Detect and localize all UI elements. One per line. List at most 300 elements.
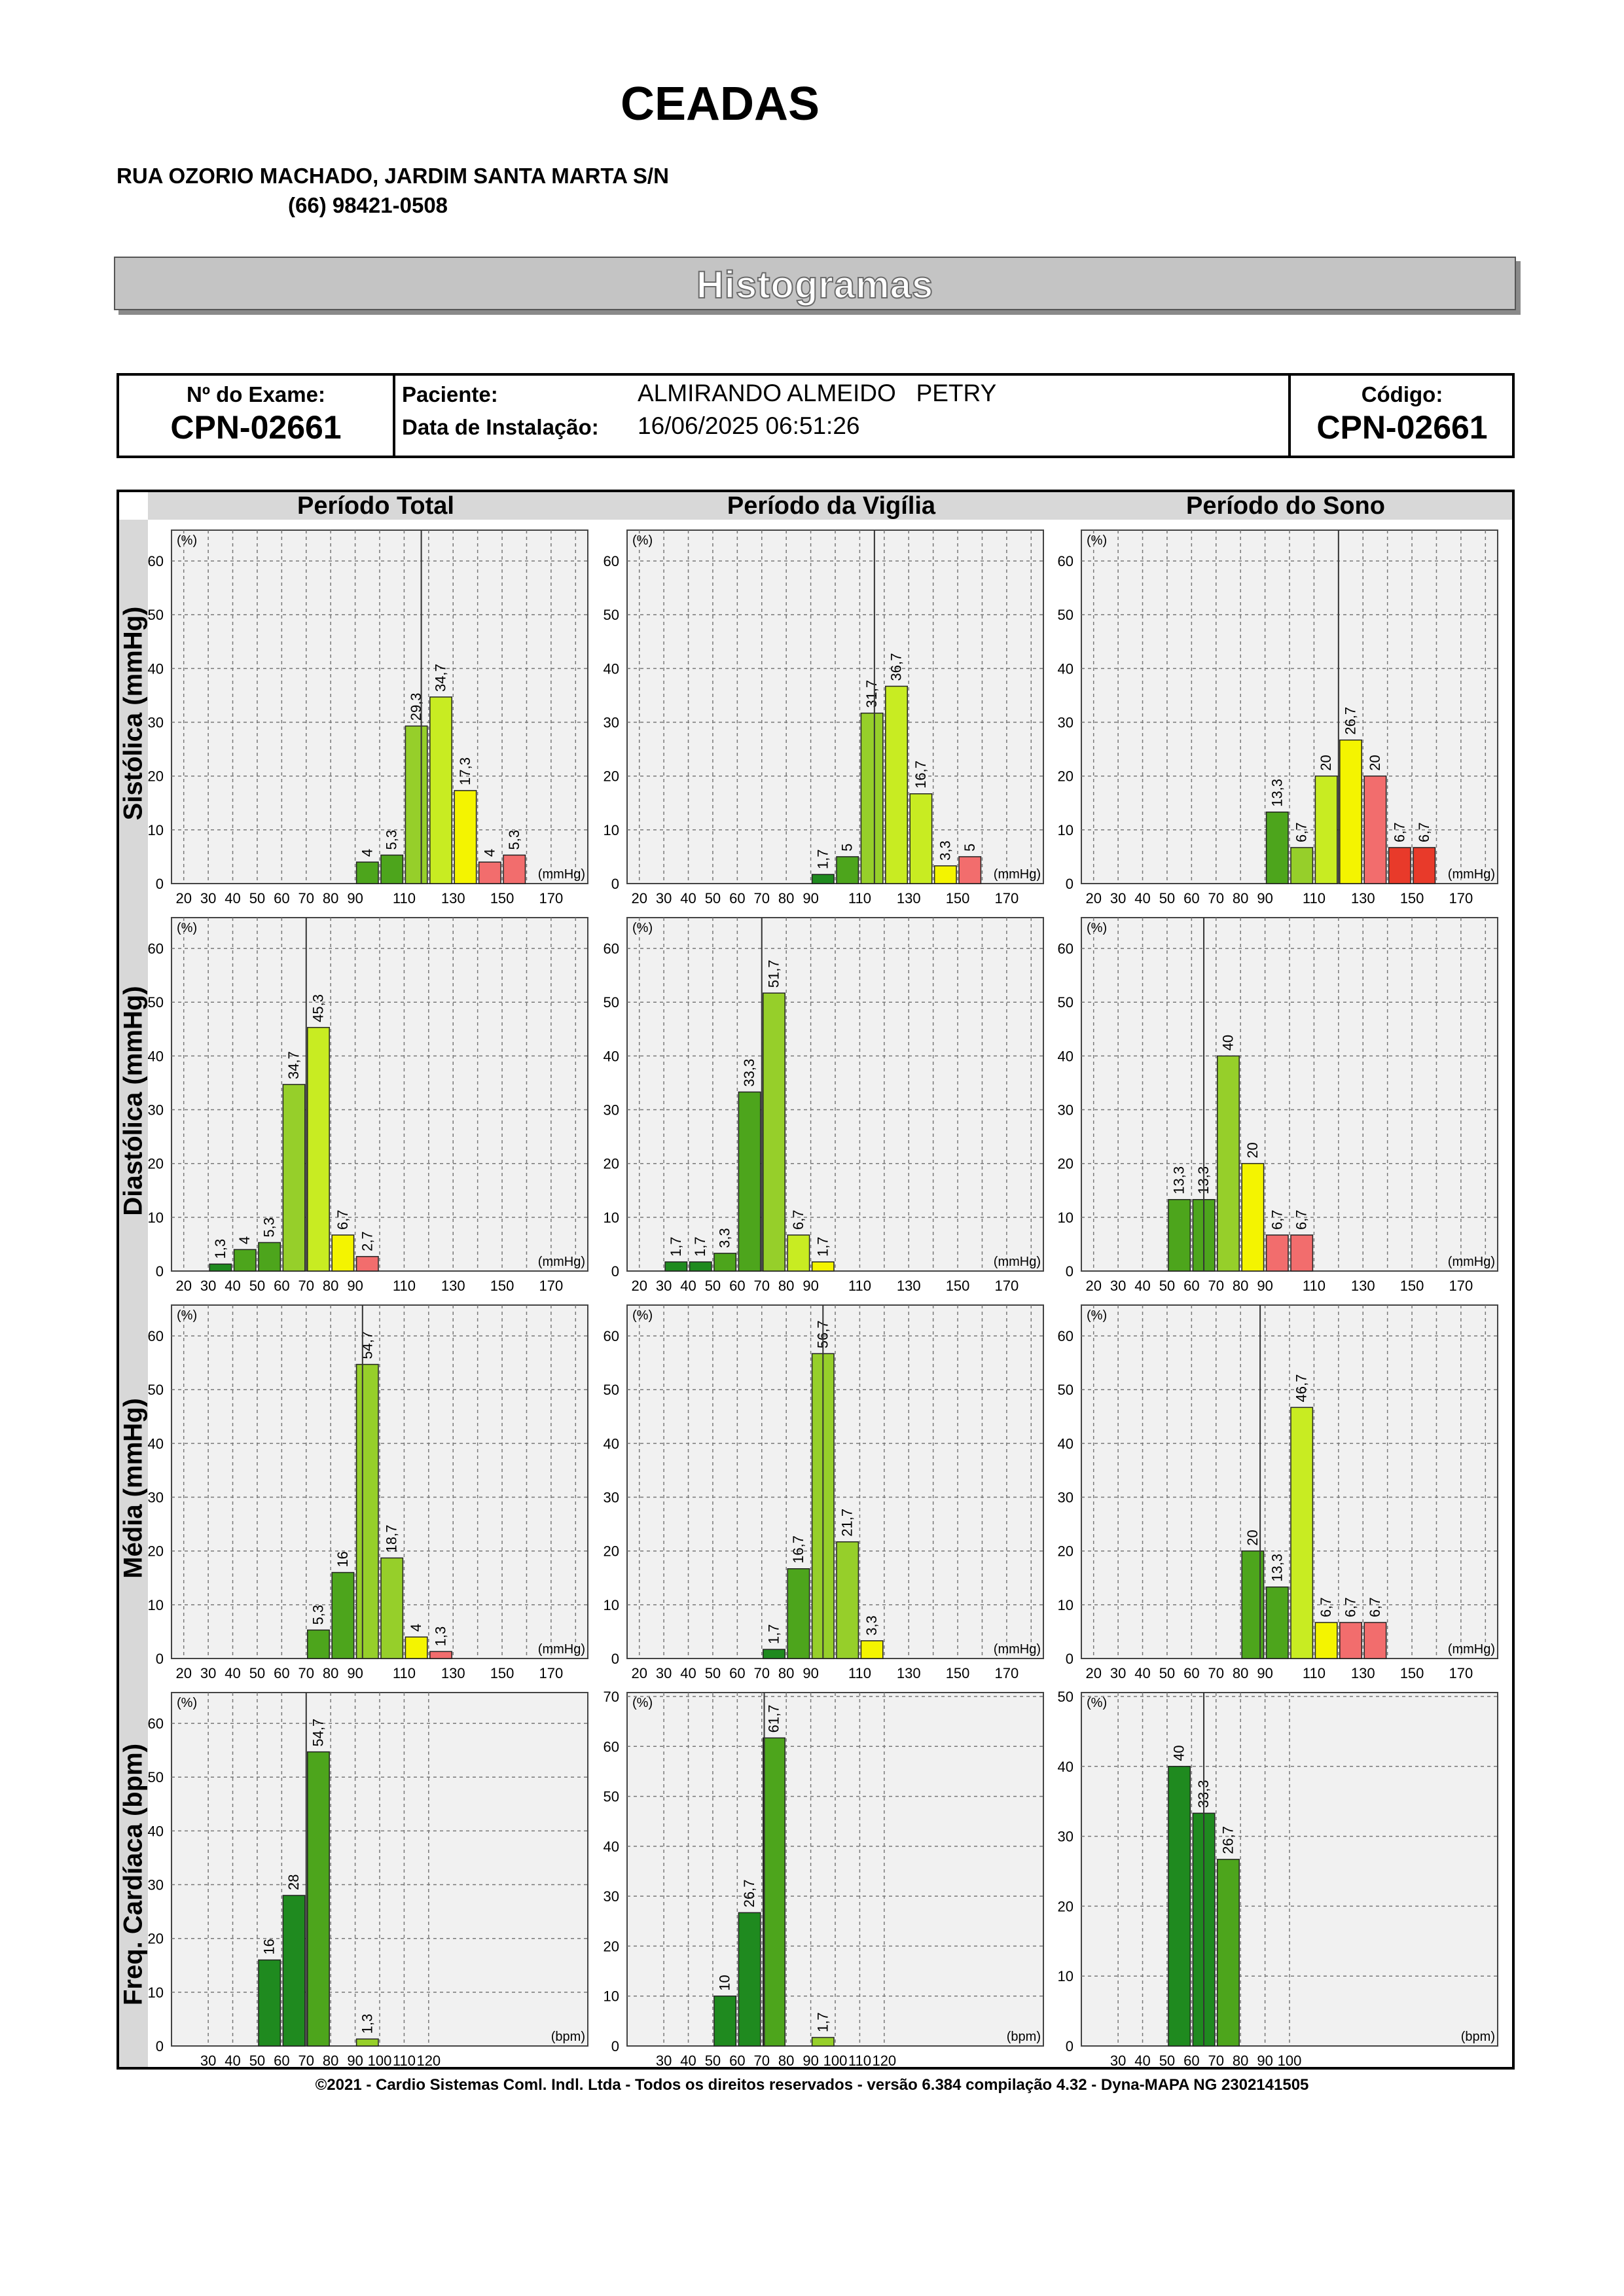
x-tick-label: 30 [655,2053,672,2069]
x-tick-label: 60 [729,2053,746,2069]
exam-number: CPN-02661 [170,409,342,446]
x-tick-label: 80 [778,1665,795,1681]
bar-value-label: 54,7 [310,1718,327,1747]
y-tick-label: 10 [147,821,164,838]
histogram-bar [308,1028,329,1271]
x-tick-label: 90 [347,890,363,906]
y-tick-label: 20 [603,1938,619,1955]
x-tick-label: 130 [1350,1278,1375,1294]
bar-value-label: 28 [285,1874,302,1890]
bar-value-label: 3,3 [863,1615,880,1636]
footer-copyright: ©2021 - Cardio Sistemas Coml. Indl. Ltda - Todos os direitos reservados - versão 6.384 compilação 4.32 - Dyna-MAPA NG 2302141505 [315,2076,1309,2094]
bar-value-label: 31,7 [863,679,880,708]
histogram-bar [430,697,452,884]
y-tick-label: 60 [147,941,164,958]
bar-value-label: 1,7 [814,849,831,870]
histogram-bar [1168,1767,1190,2046]
x-tick-label: 60 [274,2053,290,2069]
histogram-media-total [132,1299,594,1683]
y-tick-label: 0 [155,1651,164,1667]
x-unit-label: (bpm) [1006,2030,1041,2044]
histogram-diastolica-sono [1042,911,1504,1296]
x-tick-label: 20 [1085,1278,1102,1294]
bar-value-label: 4 [408,1623,425,1632]
histogram-media-sono [1042,1299,1504,1683]
bar-value-label: 54,7 [359,1331,376,1359]
y-tick-label: 20 [1057,1155,1074,1172]
x-tick-label: 70 [298,890,315,906]
y-tick-label: 10 [1057,1596,1074,1613]
y-tick-label: 10 [603,1988,619,2005]
x-tick-label: 110 [1302,1665,1326,1681]
x-tick-label: 80 [778,890,795,906]
x-unit-label: (mmHg) [537,1255,585,1269]
bar-value-label: 40 [1170,1745,1187,1761]
x-tick-label: 150 [945,890,970,906]
x-tick-label: 70 [753,890,770,906]
bar-value-label: 10 [716,1975,733,1991]
y-tick-label: 50 [1057,607,1074,624]
y-tick-label: 0 [611,1651,619,1667]
histogram-bar [787,1235,809,1271]
bar-value-label: 5,3 [261,1217,278,1238]
x-tick-label: 80 [1232,890,1249,906]
x-tick-label: 30 [200,1665,217,1681]
bar-value-label: 56,7 [814,1320,831,1349]
x-tick-label: 150 [1399,1278,1424,1294]
x-tick-label: 100 [823,2053,848,2069]
x-tick-label: 60 [729,1278,746,1294]
x-tick-label: 70 [1208,890,1225,906]
x-tick-label: 20 [1085,1665,1102,1681]
y-tick-label: 50 [603,1788,619,1805]
x-tick-label: 40 [680,890,696,906]
x-tick-label: 40 [225,2053,241,2069]
x-tick-label: 80 [778,2053,795,2069]
x-tick-label: 50 [1159,890,1176,906]
y-tick-label: 50 [603,607,619,624]
x-tick-label: 30 [1110,1665,1127,1681]
y-tick-label: 50 [147,1769,164,1786]
x-tick-label: 40 [680,2053,696,2069]
x-tick-label: 90 [347,2053,363,2069]
x-tick-label: 40 [1134,1278,1151,1294]
x-tick-label: 30 [1110,1278,1127,1294]
y-tick-label: 10 [1057,1209,1074,1226]
y-tick-label: 20 [1057,768,1074,785]
histogram-bar [1267,1235,1288,1271]
bar-value-label: 5,3 [383,829,400,850]
x-unit-label: (mmHg) [537,1642,585,1657]
y-tick-label: 40 [147,1823,164,1840]
x-tick-label: 20 [631,890,647,906]
bar-value-label: 20 [1244,1530,1261,1546]
y-tick-label: 30 [1057,1489,1074,1506]
x-tick-label: 30 [655,1278,672,1294]
clinic-name: CEADAS [620,78,820,130]
y-tick-label: 10 [1057,821,1074,838]
histogram-bar [430,1651,452,1659]
bar-value-label: 1,7 [667,1236,684,1257]
y-tick-label: 60 [603,1738,619,1755]
divider [393,376,395,456]
y-tick-label: 50 [147,994,164,1011]
histogram-bar [503,855,525,884]
bar-value-label: 20 [1366,755,1383,771]
y-tick-label: 0 [1065,2038,1074,2054]
bar-value-label: 26,7 [741,1879,758,1908]
x-tick-label: 60 [1183,890,1200,906]
x-tick-label: 30 [655,890,672,906]
histogram-bar [454,791,476,884]
bar-value-label: 4 [236,1236,253,1245]
x-tick-label: 30 [200,890,217,906]
x-tick-label: 90 [347,1665,363,1681]
y-tick-label: 40 [1057,1435,1074,1452]
install-date-label: Data de Instalação: [402,415,599,439]
bar-value-label: 3,3 [937,840,954,861]
histogram-bar [357,2039,378,2046]
bar-value-label: 26,7 [1342,706,1359,735]
bar-value-label: 29,3 [408,692,425,721]
bar-value-label: 34,7 [285,1051,302,1079]
y-tick-label: 20 [147,1155,164,1172]
patient-label: Paciente: [402,382,498,406]
y-unit-label: (%) [177,1696,198,1710]
y-tick-label: 0 [1065,1651,1074,1667]
y-tick-label: 20 [603,768,619,785]
x-tick-label: 80 [1232,2053,1249,2069]
histogram-bar [763,993,785,1271]
x-tick-label: 70 [753,2053,770,2069]
y-tick-label: 40 [147,1435,164,1452]
y-tick-label: 60 [147,553,164,570]
histogram-bar [910,794,931,884]
x-tick-label: 50 [1159,2053,1176,2069]
bar-value-label: 13,3 [1170,1166,1187,1194]
y-tick-label: 40 [603,1435,619,1452]
y-tick-label: 40 [603,660,619,677]
y-tick-label: 10 [603,1209,619,1226]
y-tick-label: 40 [603,1048,619,1065]
x-tick-label: 70 [298,1665,315,1681]
bar-value-label: 6,7 [789,1210,806,1230]
histogram-bar [405,1637,427,1659]
bar-value-label: 6,7 [1366,1597,1383,1617]
y-tick-label: 50 [147,607,164,624]
histogram-bar [357,1257,378,1271]
histogram-bar [1315,776,1337,884]
x-tick-label: 170 [539,1278,564,1294]
histogram-bar [1291,1235,1312,1271]
x-tick-label: 100 [1277,2053,1302,2069]
bar-value-label: 1,3 [359,2013,376,2034]
x-tick-label: 80 [322,890,339,906]
x-tick-label: 80 [322,1665,339,1681]
histogram-bar [259,1960,280,2046]
y-tick-label: 30 [147,714,164,731]
bar-value-label: 4 [359,848,376,857]
histogram-bar [1340,740,1362,884]
y-tick-label: 30 [603,1102,619,1119]
x-tick-label: 60 [1183,1278,1200,1294]
y-tick-label: 20 [147,1543,164,1560]
x-tick-label: 50 [249,1278,266,1294]
histogram-bar [234,1249,256,1271]
bar-value-label: 33,3 [741,1058,758,1087]
x-tick-label: 30 [200,1278,217,1294]
y-tick-label: 60 [147,1715,164,1732]
x-tick-label: 60 [274,890,290,906]
histogram-bar [283,1085,304,1271]
histogram-bar [837,857,858,884]
x-tick-label: 80 [322,1278,339,1294]
x-tick-label: 110 [848,890,871,906]
bar-value-label: 4 [481,848,498,857]
x-tick-label: 20 [175,1665,192,1681]
y-tick-label: 0 [1065,876,1074,892]
bar-value-label: 5,3 [310,1604,327,1625]
bar-value-label: 6,7 [1293,822,1310,842]
x-tick-label: 150 [1399,1665,1424,1681]
histogram-bar [738,1912,760,2046]
y-tick-label: 20 [603,1543,619,1560]
x-unit-label: (bpm) [550,2030,585,2044]
histogram-bar [714,1253,736,1271]
x-tick-label: 110 [392,1278,416,1294]
x-tick-label: 40 [1134,2053,1151,2069]
y-tick-label: 30 [1057,1828,1074,1845]
bar-value-label: 17,3 [456,757,473,785]
y-tick-label: 30 [147,1102,164,1119]
x-unit-label: (mmHg) [1447,1255,1495,1269]
y-tick-label: 10 [603,1596,619,1613]
y-tick-label: 0 [611,2038,619,2054]
y-tick-label: 50 [1057,994,1074,1011]
y-tick-label: 60 [603,1328,619,1345]
y-tick-label: 30 [603,714,619,731]
x-tick-label: 60 [729,890,746,906]
x-tick-label: 70 [753,1278,770,1294]
x-tick-label: 90 [347,1278,363,1294]
bar-value-label: 6,7 [1342,1597,1359,1617]
histogram-bar [209,1264,231,1271]
bar-value-label: 1,3 [432,1626,449,1647]
y-unit-label: (%) [632,1308,653,1323]
y-tick-label: 20 [1057,1543,1074,1560]
x-tick-label: 50 [704,1665,721,1681]
x-tick-label: 170 [1449,890,1473,906]
bar-value-label: 5 [839,843,856,852]
y-tick-label: 40 [147,660,164,677]
x-tick-label: 70 [298,1278,315,1294]
clinic-address: RUA OZORIO MACHADO, JARDIM SANTA MARTA S/N [117,164,669,188]
x-tick-label: 50 [249,890,266,906]
histogram-bar [738,1092,760,1271]
x-tick-label: 50 [1159,1278,1176,1294]
x-tick-label: 20 [631,1278,647,1294]
x-tick-label: 130 [1350,1665,1375,1681]
bar-value-label: 1,7 [765,1624,782,1645]
histogram-bar [1291,1407,1312,1659]
x-tick-label: 20 [631,1665,647,1681]
histogram-bar [1340,1623,1362,1659]
patient-name: ALMIRANDO ALMEIDO PETRY [638,380,997,406]
histogram-bar [861,713,882,884]
histogram-bar [959,857,981,884]
histogram-bar [763,1738,785,2046]
histogram-bar [837,1542,858,1659]
y-unit-label: (%) [1087,1696,1108,1710]
bar-value-label: 1,7 [814,2012,831,2033]
bar-value-label: 46,7 [1293,1374,1310,1403]
x-tick-label: 110 [392,1665,416,1681]
y-tick-label: 50 [1057,1382,1074,1399]
histogram-freq-total [132,1686,594,2071]
x-tick-label: 60 [274,1665,290,1681]
x-tick-label: 150 [490,890,514,906]
x-tick-label: 30 [200,2053,217,2069]
bar-value-label: 1,3 [211,1238,228,1259]
y-tick-label: 40 [147,1048,164,1065]
x-tick-label: 70 [298,2053,315,2069]
x-tick-label: 20 [175,890,192,906]
x-tick-label: 110 [392,890,416,906]
x-tick-label: 90 [1257,1278,1273,1294]
histogram-bar [381,855,403,884]
x-tick-label: 30 [1110,890,1127,906]
bar-value-label: 16,7 [789,1535,806,1564]
code-label: Código: [1361,382,1443,406]
y-tick-label: 60 [1057,553,1074,570]
x-tick-label: 110 [392,2053,416,2069]
y-tick-label: 40 [603,1838,619,1855]
y-tick-label: 10 [603,821,619,838]
x-tick-label: 20 [1085,890,1102,906]
column-header-vigilia: Período da Vigília [604,492,1059,520]
x-tick-label: 50 [704,890,721,906]
x-tick-label: 40 [680,1665,696,1681]
bar-value-label: 21,7 [839,1508,856,1537]
histogram-media-vigilia [588,1299,1050,1683]
y-unit-label: (%) [632,533,653,548]
histogram-bar [665,1262,687,1271]
exam-info-box [117,373,1515,458]
x-tick-label: 130 [896,890,921,906]
x-tick-label: 100 [367,2053,392,2069]
histogram-bar [812,874,834,884]
x-tick-label: 130 [896,1665,921,1681]
x-tick-label: 40 [680,1278,696,1294]
x-tick-label: 120 [872,2053,897,2069]
histogram-diastolica-vigilia [588,911,1050,1296]
bar-value-label: 13,3 [1269,1553,1286,1582]
x-tick-label: 110 [848,1278,871,1294]
x-tick-label: 60 [1183,2053,1200,2069]
y-tick-label: 50 [147,1382,164,1399]
bar-value-label: 61,7 [765,1704,782,1733]
x-tick-label: 60 [274,1278,290,1294]
banner-title: Histogramas [696,264,934,306]
bar-value-label: 51,7 [765,960,782,988]
x-unit-label: (mmHg) [993,1642,1041,1657]
x-tick-label: 40 [225,1278,241,1294]
histogram-bar [308,1630,329,1659]
y-tick-label: 40 [1057,1048,1074,1065]
x-tick-label: 70 [753,1665,770,1681]
x-tick-label: 50 [704,2053,721,2069]
y-tick-label: 60 [603,553,619,570]
histogram-bar [1291,848,1312,884]
bar-value-label: 1,7 [692,1236,709,1257]
histogram-freq-sono [1042,1686,1504,2071]
y-unit-label: (%) [1087,1308,1108,1323]
bar-value-label: 2,7 [359,1231,376,1251]
bar-value-label: 45,3 [310,994,327,1022]
x-tick-label: 30 [1110,2053,1127,2069]
x-tick-label: 80 [778,1278,795,1294]
x-tick-label: 90 [803,2053,819,2069]
histogram-sistolica-vigilia [588,524,1050,908]
bar-value-label: 5,3 [505,829,522,850]
histogram-diastolica-total [132,911,594,1296]
bar-value-label: 20 [1318,755,1335,771]
y-tick-label: 0 [611,1263,619,1280]
x-tick-label: 90 [1257,1665,1273,1681]
y-tick-label: 20 [147,768,164,785]
x-tick-label: 90 [1257,2053,1273,2069]
histogram-bar [812,2037,834,2046]
y-tick-label: 60 [1057,1328,1074,1345]
x-tick-label: 70 [1208,1665,1225,1681]
x-tick-label: 20 [175,1278,192,1294]
x-tick-label: 170 [1449,1665,1473,1681]
bar-value-label: 26,7 [1219,1826,1236,1854]
x-unit-label: (mmHg) [993,1255,1041,1269]
clinic-phone: (66) 98421-0508 [288,193,448,217]
x-tick-label: 170 [994,1665,1019,1681]
x-tick-label: 150 [945,1278,970,1294]
x-tick-label: 110 [848,1665,871,1681]
histogram-bar [283,1895,304,2046]
code-value: CPN-02661 [1316,409,1488,446]
row-label-sistolica: Sistólica (mmHg) [118,606,148,821]
y-tick-label: 20 [603,1155,619,1172]
x-tick-label: 90 [1257,890,1273,906]
bar-value-label: 20 [1244,1142,1261,1158]
histogram-sistolica-sono [1042,524,1504,908]
x-tick-label: 70 [1208,2053,1225,2069]
install-date: 16/06/2025 06:51:26 [638,412,860,439]
histogram-bar [1267,1587,1288,1659]
histogram-bar [935,866,956,884]
section-banner [114,257,1516,310]
x-tick-label: 80 [1232,1278,1249,1294]
histogram-bar [1242,1164,1263,1271]
x-tick-label: 130 [441,1278,465,1294]
y-tick-label: 10 [147,1209,164,1226]
x-tick-label: 130 [896,1278,921,1294]
bar-value-label: 6,7 [334,1210,351,1230]
x-tick-label: 40 [1134,1665,1151,1681]
histogram-sistolica-total [132,524,594,908]
row-label-diastolica: Diastólica (mmHg) [118,986,148,1216]
x-tick-label: 110 [848,2053,871,2069]
y-tick-label: 0 [1065,1263,1074,1280]
x-tick-label: 130 [441,890,465,906]
x-tick-label: 110 [1302,890,1326,906]
x-tick-label: 30 [655,1665,672,1681]
